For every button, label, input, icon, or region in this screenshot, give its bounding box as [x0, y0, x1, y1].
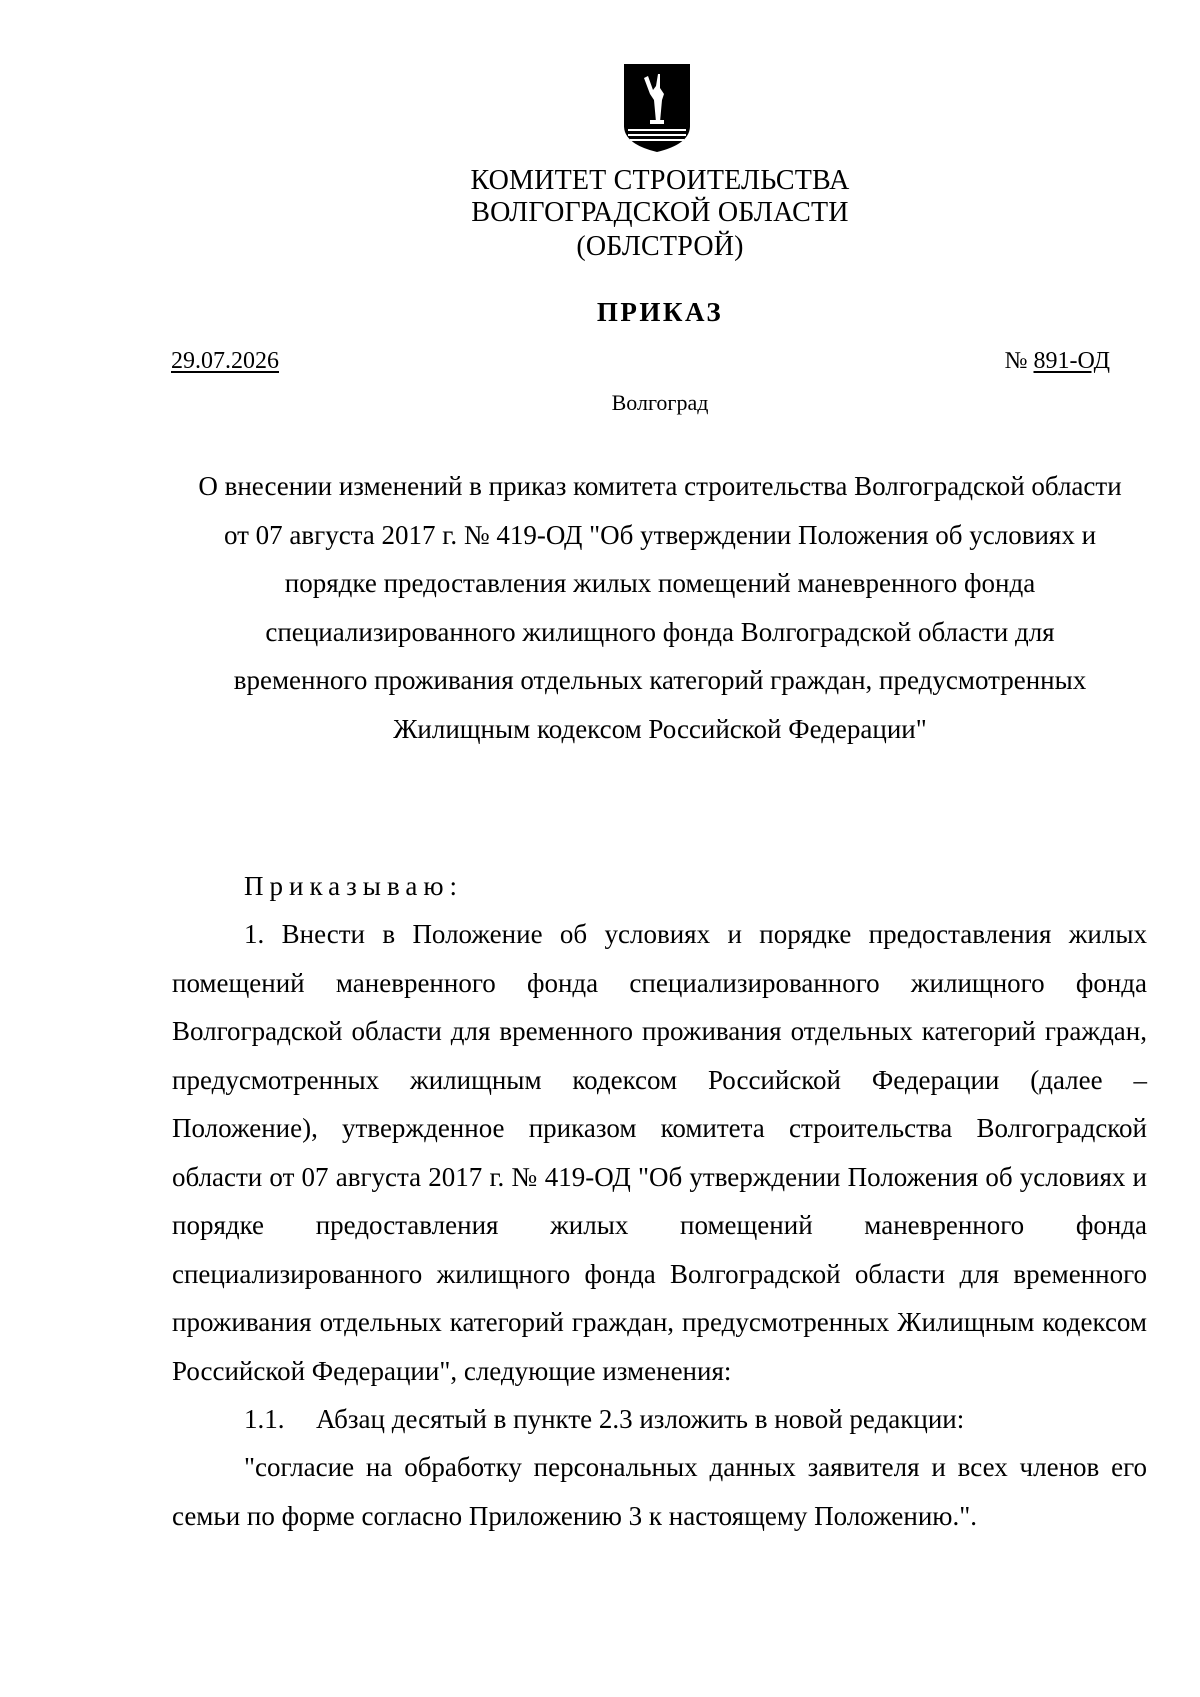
order-number-value: 891-ОД: [1033, 348, 1110, 374]
subject-line: О внесении изменений в приказ комитета строительства Волгоградской области: [198, 471, 1122, 501]
order-directive-word: Приказываю:: [244, 871, 463, 901]
org-name-line-1: КОМИТЕТ СТРОИТЕЛЬСТВА: [470, 165, 850, 196]
order-number: [1005, 348, 1110, 375]
subject-line: порядке предоставления жилых помещений маневренного фонда: [284, 568, 1036, 598]
document-type-title: ПРИКАЗ: [596, 297, 724, 327]
order-number-prefix: №: [1004, 348, 1034, 374]
paragraph-1-1-text: Абзац десятый в пункте 2.3 изложить в новой редакции:: [316, 1404, 965, 1434]
paragraph-1-1-number: 1.1.: [244, 1404, 285, 1434]
subject-line: от 07 августа 2017 г. № 419-ОД "Об утверждении Положения об условиях и: [223, 519, 1097, 550]
subject-line: временного проживания отдельных категорий граждан, предусмотренных: [233, 665, 1087, 695]
org-name-line-2: ВОЛГОГРАДСКОЙ ОБЛАСТИ: [471, 197, 849, 228]
org-name-line-3: (ОБЛСТРОЙ): [576, 231, 744, 262]
order-subject: [150, 462, 1170, 753]
subject-line: специализированного жилищного фонда Волгоградской области для: [265, 616, 1055, 647]
city-name: Волгоград: [611, 390, 709, 415]
order-date: 29.07.2026: [171, 348, 279, 374]
coat-of-arms-icon: [620, 60, 694, 156]
subject-line: Жилищным кодексом Российской Федерации": [393, 713, 927, 744]
paragraph-1-1: [172, 1395, 1147, 1444]
quoted-amendment: "согласие на обработку персональных данных заявителя и всех членов его семьи по форме согласно Приложению 3 к настоящему Положению.".: [172, 1452, 1147, 1531]
paragraph-1: 1. Внести в Положение об условиях и порядке предоставления жилых помещений маневренного фонда специализированного жилищного фонда Волгоградской области для временного проживания отдельных категорий граждан, предусмотренных жилищным кодексом Российской Федерации (далее – Положение), утвержденное приказом комитета строительства Волгоградской области от 07 августа 2017 г. № 419-ОД "Об утверждении Положения об условиях и порядке предоставления жилых помещений маневренного фонда специализированного жилищного фонда Волгоградской области для временного проживания отдельных категорий граждан, предусмотренных Жилищным кодексом Российской Федерации", следующие изменения:: [172, 919, 1147, 1386]
